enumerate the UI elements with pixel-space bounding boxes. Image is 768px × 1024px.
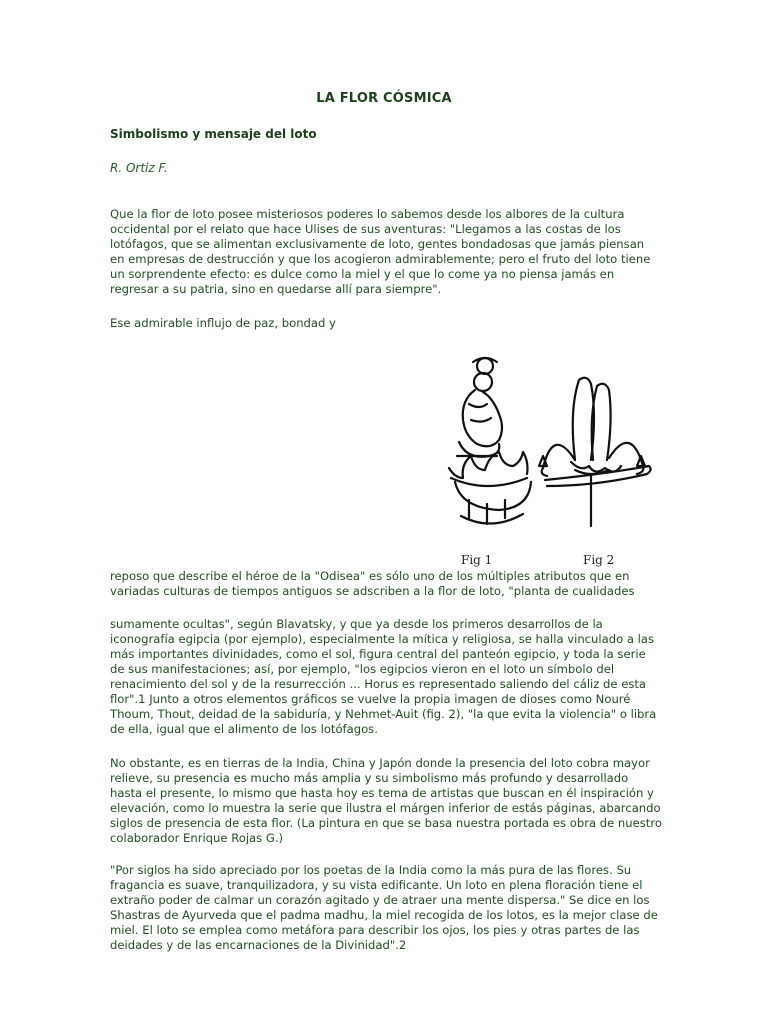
document-subtitle: Simbolismo y mensaje del loto [110,127,317,141]
egyptian-figures [425,350,665,550]
paragraph-1: Que la flor de loto posee misteriosos poderes lo sabemos desde los albores de la cultura occidental por el relato que hace Ulises de sus aventuras: "Llegamos a las costas de los lotófagos, que se alimentan exclusivamente de loto, gentes bondadosas que jamás piensan en empresas de destrucción y que los acogieron admirablemente; pero el fruto del loto tiene un sorprendente efecto: es dulce como la miel y el que lo come ya no piensa jamás en regresar a su patria, sino en quedarse allí para siempre". [110,207,651,296]
figure-1-caption: Fig 1 [461,553,493,567]
paragraph-2-start: Ese admirable influjo de paz, bondad y [110,316,336,330]
paragraph-3: sumamente ocultas", según Blavatsky, y que ya desde los primeros desarrollos de la iconografía egipcia (por ejemplo), especialmente la mítica y religiosa, se halla vinculado a las más importantes divinidades, como el sol, figura central del panteón egipcio, y toda la serie de sus manifestaciones; así, por ejemplo, "los egipcios vieron en el loto un símbolo del renacimiento del sol y de la resurrección ... Horus es representado saliendo del cáliz de esta flor".1 Junto a otros elementos gráficos se vuelve la propia imagen de dioses como Nouré Thoum, Thout, deidad de la sabiduría, y Nehmet-Auit (fig. 2), "la que evita la violencia" o libra de ella, igual que el alimento de los lotófagos. [110,617,657,736]
author-name: R. Ortiz F. [110,161,168,175]
lotus-figures-illustration [425,350,665,550]
document-title: LA FLOR CÓSMICA [316,91,452,106]
figure-2-caption: Fig 2 [583,553,615,567]
paragraph-5-quote: "Por siglos ha sido apreciado por los poetas de la India como la más pura de las flores. Su fragancia es suave, tranquilizadora, y su vista edificante. Un loto en plena floración tiene el extraño poder de calmar un corazón agitado y de atraer una mente dispersa." Se dice en los Shastras de Ayurveda que el padma madhu, la miel recogida de los lotos, es la mejor clase de miel. El loto se emplea como metáfora para describir los ojos, los pies y otras partes de las deidades y de las encarnaciones de la Divinidad".2 [110,863,658,952]
fig1-horus-on-lotus-icon [449,358,531,524]
paragraph-4: No obstante, es en tierras de la India, China y Japón donde la presencia del loto cobra mayor relieve, su presencia es mucho más amplia y su simbolismo más profundo y desarrollado hasta el presente, lo mismo que hasta hoy es tema de artistas que buscan en él inspiración y elevación, como lo muestra la serie que ilustra el márgen inferior de estás páginas, abarcando siglos de presencia de esta flor. (La pintura en que se basa nuestra portada es obra de nuestro colaborador Enrique Rojas G.) [110,756,662,845]
fig2-lotus-plumes-icon [539,378,651,526]
paragraph-2-continued: reposo que describe el héroe de la "Odisea" es sólo uno de los múltiples atributos que en variadas culturas de tiempos antiguos se adscriben a la flor de loto, "planta de cualidades [110,569,635,598]
